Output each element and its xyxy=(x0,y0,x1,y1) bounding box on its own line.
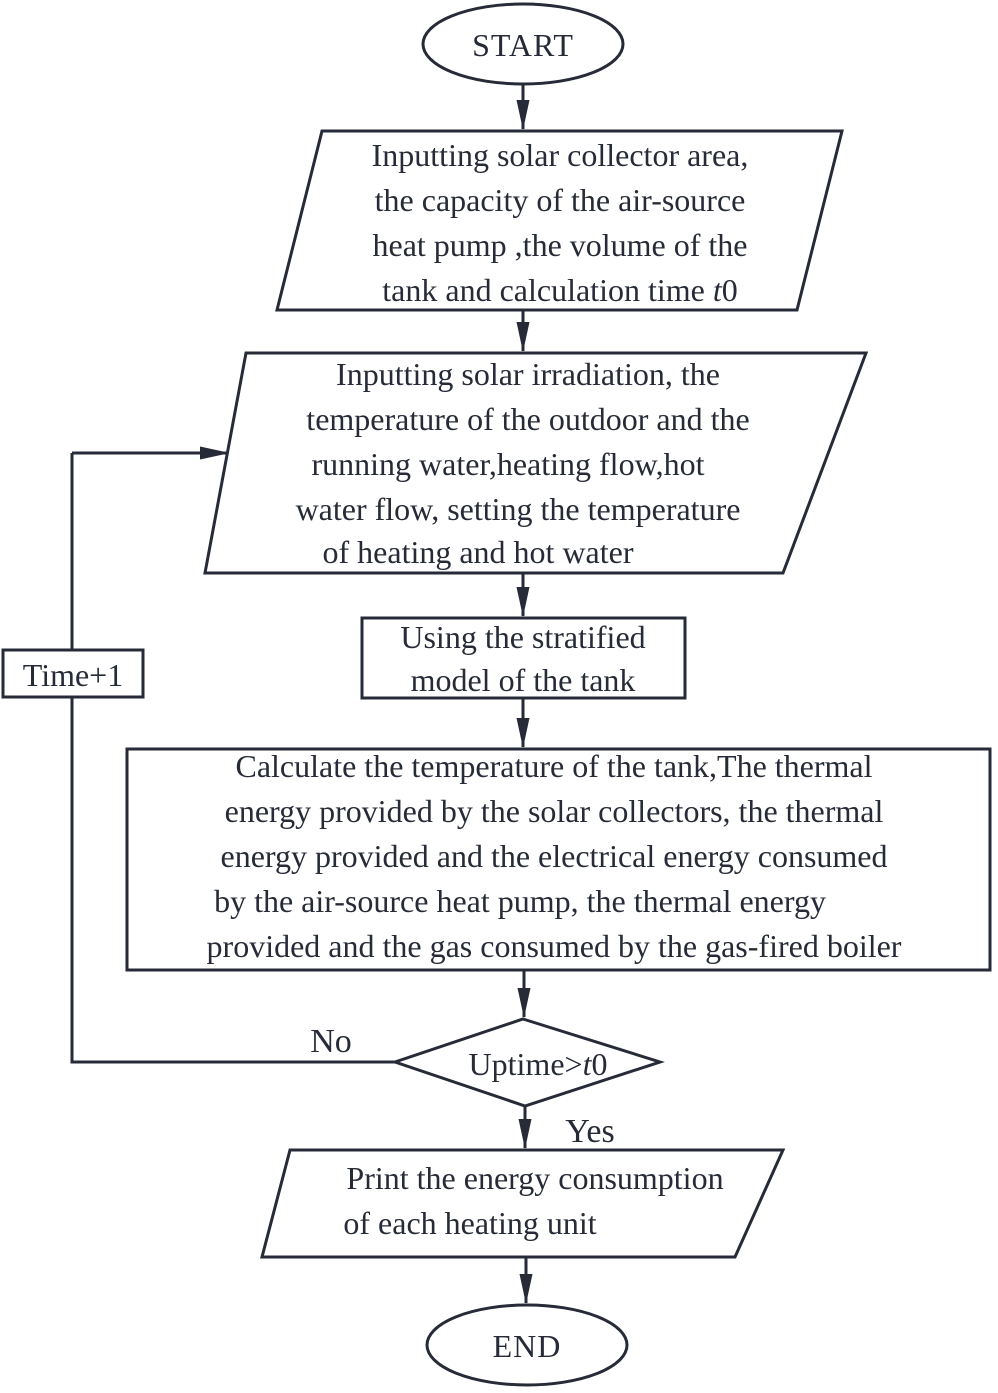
decision-label-prefix: Uptime> xyxy=(468,1046,583,1082)
calculate-line-1: Calculate the temperature of the tank,The thermal xyxy=(235,748,873,784)
input-parameters-line-4-prefix: tank and calculation time xyxy=(382,272,713,308)
calculate-line-4: by the air-source heat pump, the thermal energy xyxy=(214,883,826,919)
print-output-line-1: Print the energy consumption xyxy=(346,1160,724,1196)
decision-label xyxy=(469,1046,608,1082)
input-conditions-line-4: water flow, setting the temperature xyxy=(295,491,741,527)
calculate-line-2: energy provided by the solar collectors, the thermal xyxy=(224,793,884,829)
print-output-line-2: of each heating unit xyxy=(343,1205,597,1241)
input-conditions-line-2: temperature of the outdoor and the xyxy=(306,401,750,437)
end-label: END xyxy=(492,1328,562,1364)
calculate-line-3: energy provided and the electrical energy consumed xyxy=(220,838,888,874)
stratified-model-line-2: model of the tank xyxy=(410,662,636,698)
input-conditions-line-1: Inputting solar irradiation, the xyxy=(336,356,720,392)
time-subscript: 0 xyxy=(721,272,738,308)
time-symbol: t xyxy=(712,272,722,308)
input-conditions-line-3: running water,heating flow,hot xyxy=(311,446,705,482)
decision-time-subscript: 0 xyxy=(591,1046,608,1082)
input-parameters-line-2: the capacity of the air-source xyxy=(374,182,746,218)
input-parameters-line-1: Inputting solar collector area, xyxy=(371,137,749,173)
decision-time-symbol: t xyxy=(582,1046,592,1082)
yes-label: Yes xyxy=(565,1113,615,1150)
input-parameters-line-4 xyxy=(382,272,737,308)
input-conditions-line-5: of heating and hot water xyxy=(322,534,634,570)
start-label: START xyxy=(472,27,574,63)
no-label: No xyxy=(310,1023,352,1060)
input-parameters-line-3: heat pump ,the volume of the xyxy=(372,227,748,263)
time-increment-label: Time+1 xyxy=(22,657,124,693)
calculate-line-5: provided and the gas consumed by the gas-fired boiler xyxy=(206,928,902,964)
stratified-model-line-1: Using the stratified xyxy=(400,619,646,655)
